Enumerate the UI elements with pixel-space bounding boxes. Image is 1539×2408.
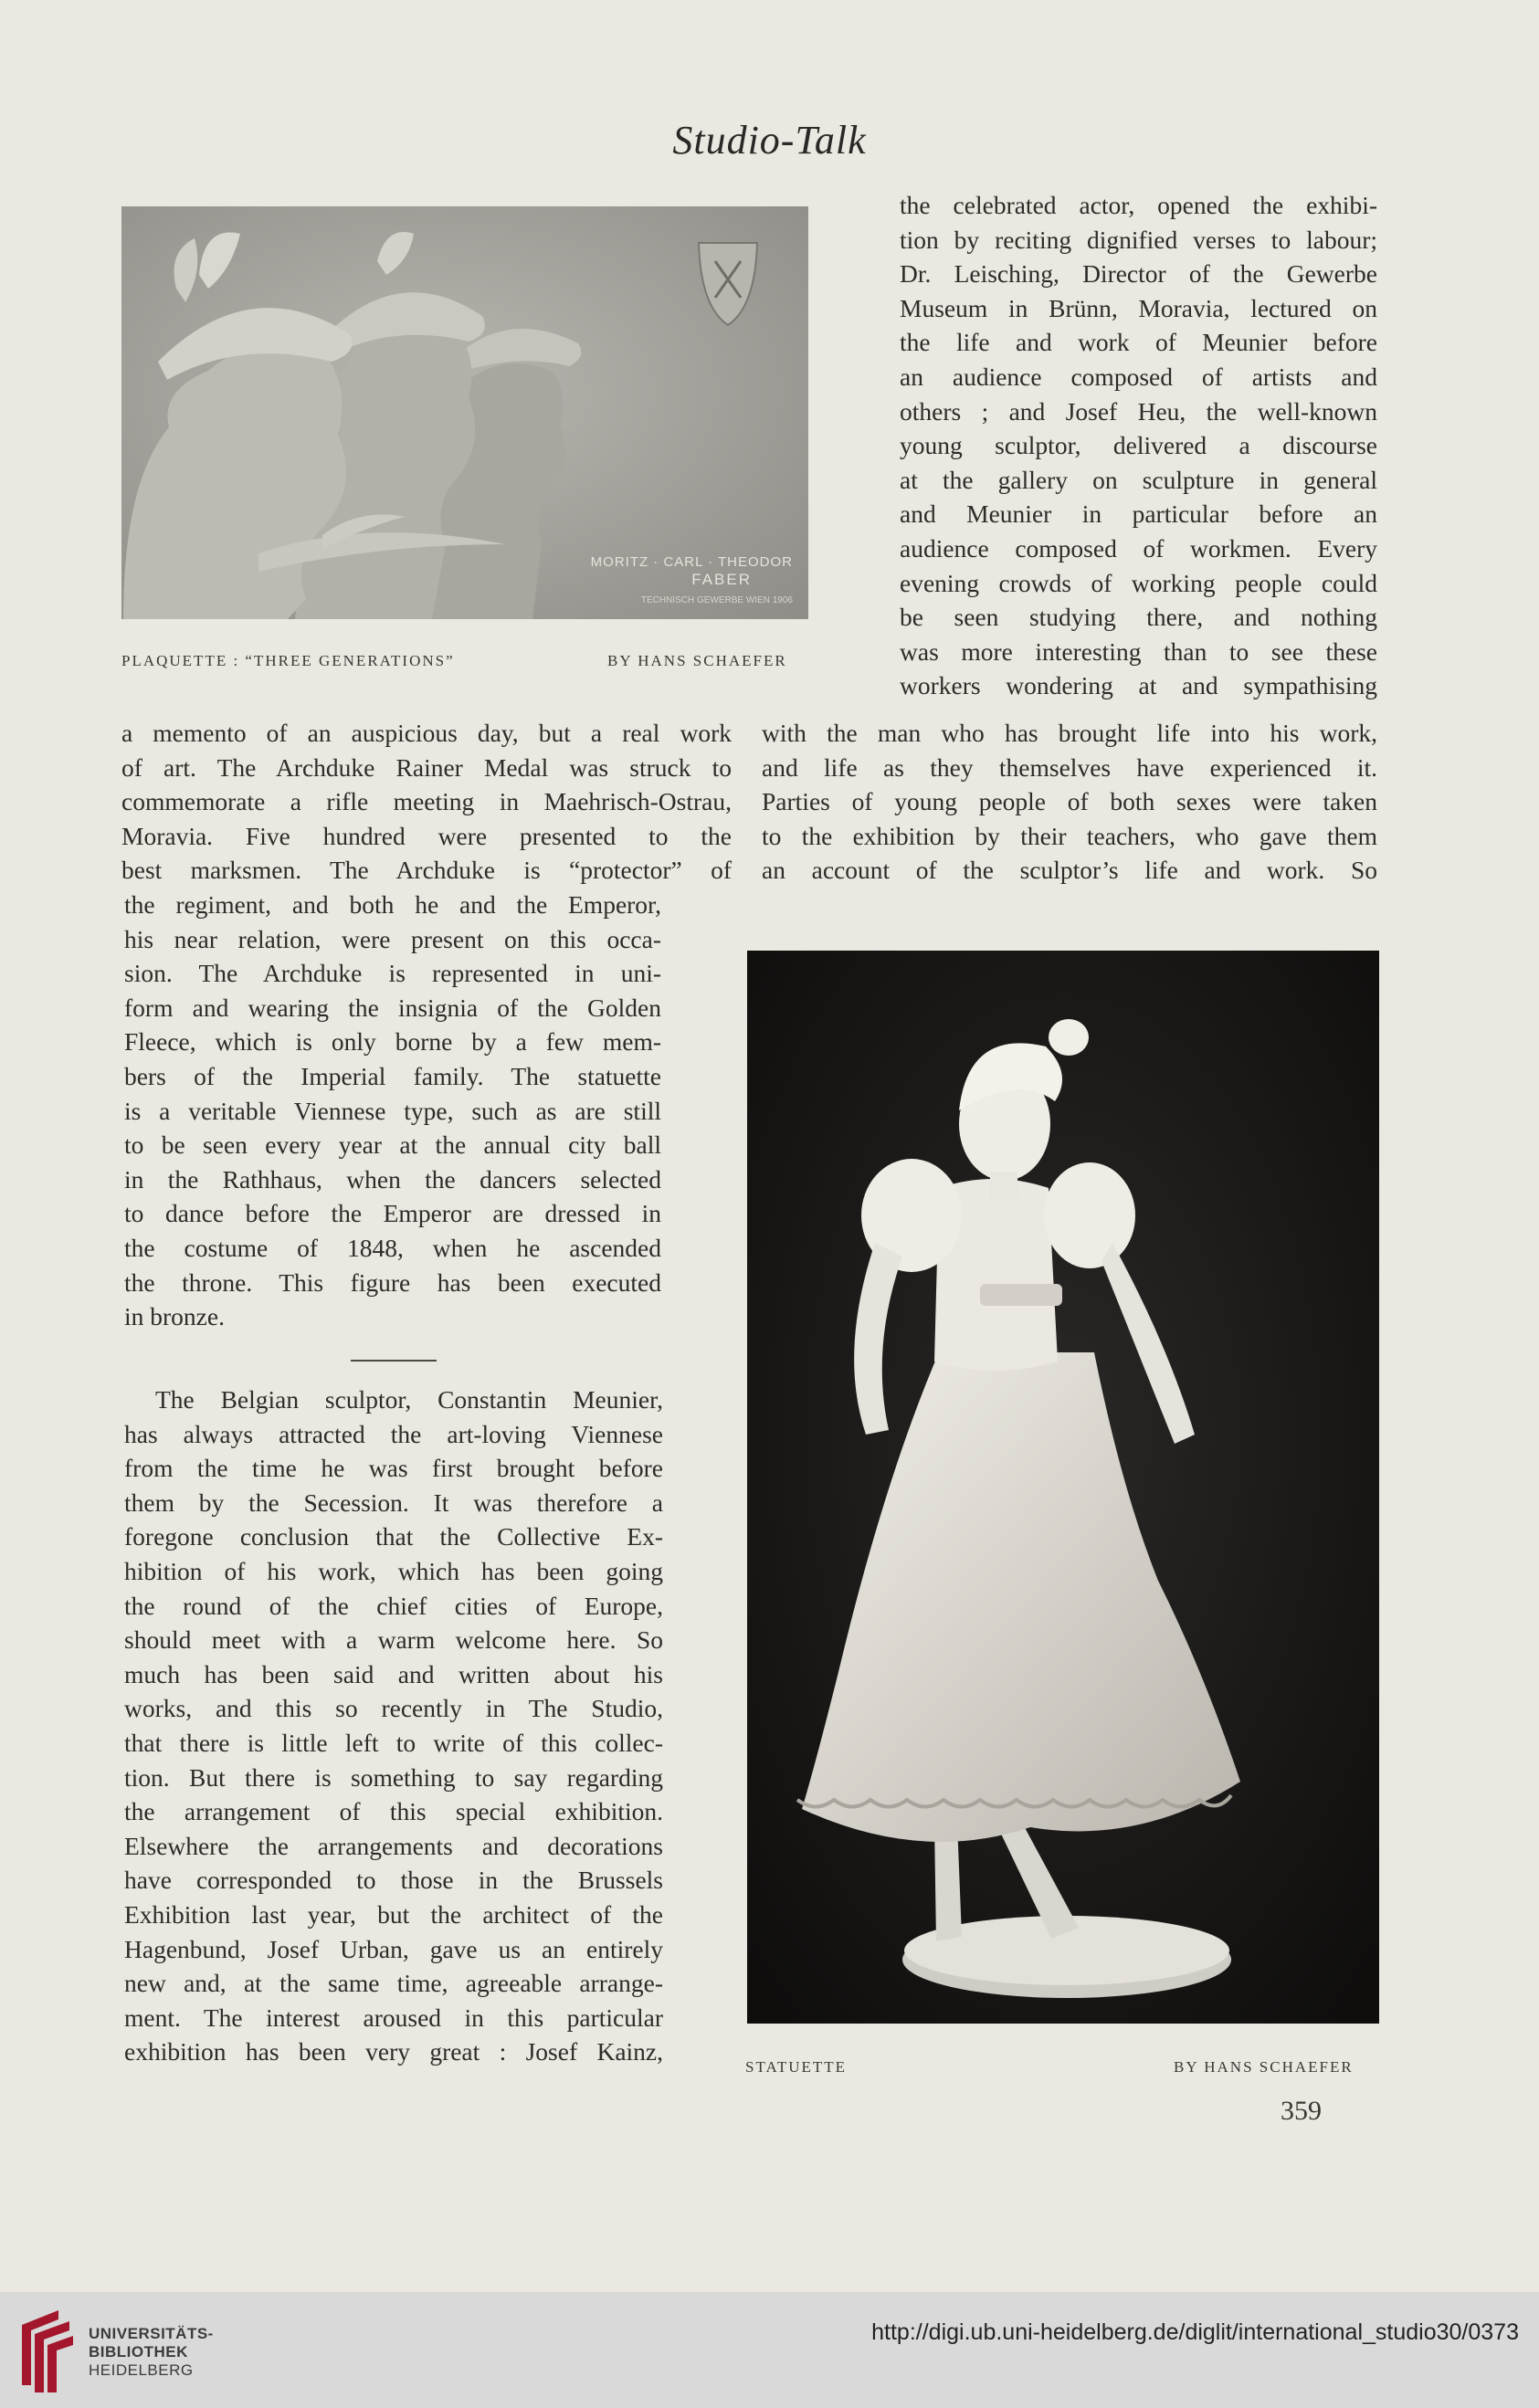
- plaquette-inscription-1: MORITZ · CARL · THEODOR: [590, 554, 793, 570]
- text-line: bers of the Imperial family. The statuette: [124, 1061, 661, 1090]
- page-number: 359: [1281, 2096, 1322, 2126]
- text-line: The Belgian sculptor, Constantin Meunier,: [155, 1385, 663, 1414]
- text-line: form and wearing the insignia of the Golden: [124, 993, 661, 1022]
- text-line: tion by reciting dignified verses to labour;: [900, 225, 1377, 254]
- text-line: audience composed of workmen. Every: [900, 533, 1377, 563]
- plaquette-image: [121, 206, 808, 619]
- text-line: in bronze.: [124, 1302, 225, 1331]
- statuette-caption-credit: BY HANS SCHAEFER: [1174, 2058, 1354, 2076]
- text-line: the celebrated actor, opened the exhibi-: [900, 191, 1377, 219]
- library-logo-icon: [16, 2307, 79, 2396]
- text-line: the throne. This figure has been executed: [124, 1267, 661, 1297]
- text-line: much has been said and written about his: [124, 1659, 663, 1688]
- text-line: others ; and Josef Heu, the well-known: [900, 396, 1377, 426]
- plaquette-inscription-2: FABER: [691, 571, 752, 588]
- text-line: the life and work of Meunier before: [900, 328, 1377, 357]
- text-line: Dr. Leisching, Director of the Gewerbe: [900, 259, 1377, 289]
- text-line: of art. The Archduke Rainer Medal was struck to: [121, 752, 732, 782]
- text-line: that there is little left to write of this collec-: [124, 1728, 663, 1757]
- text-line: Parties of young people of both sexes were taken: [762, 787, 1377, 816]
- text-line: commemorate a rifle meeting in Maehrisch-Ostrau,: [121, 787, 732, 816]
- text-line: Hagenbund, Josef Urban, gave us an entirely: [124, 1934, 663, 1963]
- left-column-top: [121, 716, 732, 888]
- library-name-line: UNIVERSITÄTS-: [89, 2325, 214, 2342]
- text-line: the regiment, and both he and the Emperor,: [124, 890, 661, 919]
- text-line: and Meunier in particular before an: [900, 499, 1377, 529]
- text-line: Elsewhere the arrangements and decorations: [124, 1831, 663, 1860]
- text-line: Fleece, which is only borne by a few mem-: [124, 1027, 661, 1057]
- right-column-mid: [762, 716, 1377, 888]
- text-line: young sculptor, delivered a discourse: [900, 431, 1377, 460]
- text-line: a memento of an auspicious day, but a real work: [121, 719, 732, 747]
- text-line: at the gallery on sculpture in general: [900, 465, 1377, 494]
- text-line: from the time he was first brought before: [124, 1454, 663, 1483]
- text-line: to be seen every year at the annual city ball: [124, 1130, 661, 1160]
- text-line: tion. But there is something to say regarding: [124, 1762, 663, 1792]
- statuette-image: [747, 951, 1379, 2024]
- plaquette-caption-credit: BY HANS SCHAEFER: [607, 652, 787, 669]
- text-line: his near relation, were present on this occa-: [124, 924, 661, 953]
- text-line: in the Rathhaus, when the dancers selected: [124, 1164, 661, 1193]
- text-line: have corresponded to those in the Brussels: [124, 1866, 663, 1895]
- text-line: works, and this so recently in The Studio,: [124, 1694, 663, 1723]
- right-column-top: [900, 188, 1377, 703]
- text-line: Exhibition last year, but the architect of the: [124, 1899, 663, 1929]
- text-line: has always attracted the art-loving Viennese: [124, 1419, 663, 1448]
- statuette-figure: [747, 951, 1379, 2024]
- text-line: to the exhibition by their teachers, who gave them: [762, 821, 1377, 850]
- text-line: Moravia. Five hundred were presented to the: [121, 821, 732, 850]
- text-line: the round of the chief cities of Europe,: [124, 1591, 663, 1620]
- footer-bar: [0, 2292, 1539, 2408]
- left-column-mid: [124, 888, 661, 1334]
- source-url-link[interactable]: http://digi.ub.uni-heidelberg.de/diglit/international_studio30/0373: [871, 2319, 1519, 2345]
- text-line: and life as they themselves have experienced it.: [762, 752, 1377, 782]
- text-line: exhibition has been very great : Josef Kainz,: [124, 2037, 663, 2066]
- text-line: evening crowds of working people could: [900, 568, 1377, 597]
- library-name-line: BIBLIOTHEK: [89, 2343, 188, 2361]
- text-line: the costume of 1848, when he ascended: [124, 1233, 661, 1262]
- text-line: was more interesting than to see these: [900, 636, 1377, 666]
- text-line: them by the Secession. It was therefore a: [124, 1488, 663, 1517]
- text-line: an audience composed of artists and: [900, 362, 1377, 391]
- running-head: Studio-Talk: [672, 118, 867, 163]
- text-line: with the man who has brought life into his work,: [762, 719, 1377, 747]
- text-line: workers wondering at and sympathising: [900, 671, 1377, 700]
- library-name-line: HEIDELBERG: [89, 2361, 194, 2379]
- statuette-caption-title: STATUETTE: [745, 2058, 848, 2076]
- plaquette-relief: [121, 206, 808, 619]
- text-line: new and, at the same time, agreeable arrange-: [124, 1969, 663, 1998]
- text-line: is a veritable Viennese type, such as are still: [124, 1096, 661, 1125]
- text-line: ment. The interest aroused in this particular: [124, 2003, 663, 2032]
- text-line: hibition of his work, which has been going: [124, 1556, 663, 1585]
- text-line: should meet with a warm welcome here. So: [124, 1625, 663, 1655]
- text-line: an account of the sculptor’s life and work. So: [762, 856, 1377, 885]
- text-line: sion. The Archduke is represented in uni-: [124, 959, 661, 988]
- text-line: to dance before the Emperor are dressed in: [124, 1199, 661, 1228]
- text-line: the arrangement of this special exhibition.: [124, 1797, 663, 1826]
- left-column-bottom: [124, 1383, 663, 2069]
- plaquette-caption-title: PLAQUETTE : “THREE GENERATIONS”: [121, 652, 455, 669]
- text-line: Museum in Brünn, Moravia, lectured on: [900, 293, 1377, 322]
- plaquette-inscription-3: TECHNISCH GEWERBE WIEN 1906: [640, 595, 793, 605]
- text-line: be seen studying there, and nothing: [900, 603, 1377, 632]
- text-line: foregone conclusion that the Collective Ex-: [124, 1522, 663, 1551]
- section-divider: [351, 1360, 437, 1362]
- text-line: best marksmen. The Archduke is “protector” of: [121, 856, 732, 885]
- library-name: [89, 2325, 214, 2380]
